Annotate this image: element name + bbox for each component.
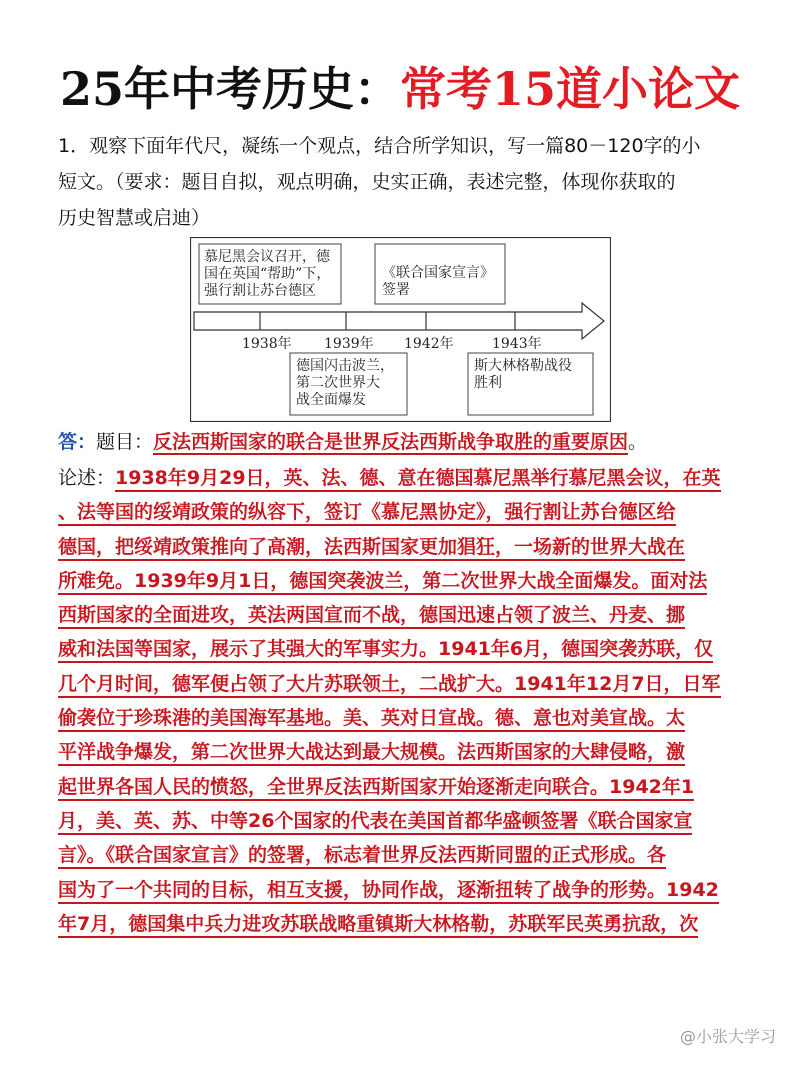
essay-line xyxy=(58,804,758,838)
event-1943-line: 胜利 xyxy=(474,375,502,391)
answer-topic-row xyxy=(58,425,647,459)
essay-body xyxy=(58,461,758,941)
title-prefix: 25年中考历史： xyxy=(59,62,400,116)
question-line: 1．观察下面年代尺，凝练一个观点，结合所学知识，写一篇80－120字的小 xyxy=(58,135,701,157)
essay-label: 论述： xyxy=(58,467,116,489)
event-1938-line: 国在英国“帮助”下， xyxy=(204,266,331,282)
essay-line xyxy=(58,530,758,564)
event-1939-line: 战全面爆发 xyxy=(296,392,366,408)
essay-text: 所难免。1939年9月1日，德国突袭波兰，第二次世界大战全面爆发。面对法 xyxy=(58,570,707,595)
essay-text: 国为了一个共同的目标，相互支援，协同作战，逐渐扭转了战争的形势。1942 xyxy=(58,879,719,904)
essay-line xyxy=(58,701,758,735)
timeline-figure xyxy=(190,237,611,422)
essay-line xyxy=(58,598,758,632)
essay-line xyxy=(58,873,758,907)
event-1938-line: 强行割让苏台德区 xyxy=(204,283,316,299)
event-1939-line: 德国闪击波兰， xyxy=(296,358,394,374)
event-1938-line: 慕尼黑会议召开，德 xyxy=(204,249,330,265)
essay-text: 几个月时间，德军便占领了大片苏联领土，二战扩大。1941年12月7日，日军 xyxy=(58,673,721,698)
essay-text: 1938年9月29日，英、法、德、意在德国慕尼黑举行慕尼黑会议，在英 xyxy=(115,467,721,492)
year-label: 1939年 xyxy=(324,336,374,352)
event-1939-line: 第二次世界大 xyxy=(296,375,380,391)
essay-line xyxy=(58,735,758,769)
essay-text: 起世界各国人民的愤怒，全世界反法西斯国家开始逐渐走向联合。1942年1 xyxy=(58,776,694,801)
essay-text: 平洋战争爆发，第二次世界大战达到最大规模。法西斯国家的大肆侵略，激 xyxy=(58,741,685,766)
essay-text: 言》。《联合国家宣言》的签署，标志着世界反法西斯同盟的正式形成。各 xyxy=(58,844,666,869)
essay-text: 西斯国家的全面进攻，英法两国宣而不战，德国迅速占领了波兰、丹麦、挪 xyxy=(58,604,685,629)
essay-line xyxy=(58,495,758,529)
essay-line xyxy=(58,770,758,804)
year-label: 1942年 xyxy=(404,336,454,352)
watermark: @小张大学习 xyxy=(679,1027,776,1046)
essay-line xyxy=(58,907,758,941)
question-line: 历史智慧或启迪） xyxy=(58,207,211,229)
topic-end: 。 xyxy=(628,431,648,453)
essay-text: 月，美、英、苏、中等26个国家的代表在美国首都华盛顿签署《联合国家宣 xyxy=(58,810,692,835)
page-title xyxy=(0,56,800,122)
essay-text: 偷袭位于珍珠港的美国海军基地。美、英对日宣战。德、意也对美宣战。太 xyxy=(58,707,685,732)
essay-line xyxy=(58,632,758,666)
answer-topic: 反法西斯国家的联合是世界反法西斯战争取胜的重要原因 xyxy=(153,431,629,453)
essay-line xyxy=(58,564,758,598)
essay-text: 威和法国等国家，展示了其强大的军事实力。1941年6月，德国突袭苏联，仅 xyxy=(58,638,713,663)
year-label: 1938年 xyxy=(242,336,292,352)
event-1942-line: 签署 xyxy=(382,282,410,298)
timeline-svg xyxy=(190,237,611,422)
question-line: 短文。（要求：题目自拟，观点明确，史实正确，表述完整，体现你获取的 xyxy=(58,171,676,193)
topic-label: 题目： xyxy=(96,431,154,453)
event-1942-line: 《联合国家宣言》 xyxy=(382,265,494,281)
essay-text: 年7月，德国集中兵力进攻苏联战略重镇斯大林格勒，苏联军民英勇抗敌，次 xyxy=(58,913,698,938)
question-text xyxy=(58,128,748,236)
essay-text: 、法等国的绥靖政策的纵容下，签订《慕尼黑协定》，强行割让苏台德区给 xyxy=(58,501,676,526)
title-highlight: 常考15道小论文 xyxy=(400,62,741,116)
answer-label: 答： xyxy=(58,431,97,453)
event-1943-line: 斯大林格勒战役 xyxy=(474,358,572,374)
essay-line xyxy=(58,838,758,872)
essay-line xyxy=(58,461,758,495)
year-label: 1943年 xyxy=(492,336,542,352)
essay-text: 德国，把绥靖政策推向了高潮，法西斯国家更加猖狂，一场新的世界大战在 xyxy=(58,536,685,561)
essay-line xyxy=(58,667,758,701)
